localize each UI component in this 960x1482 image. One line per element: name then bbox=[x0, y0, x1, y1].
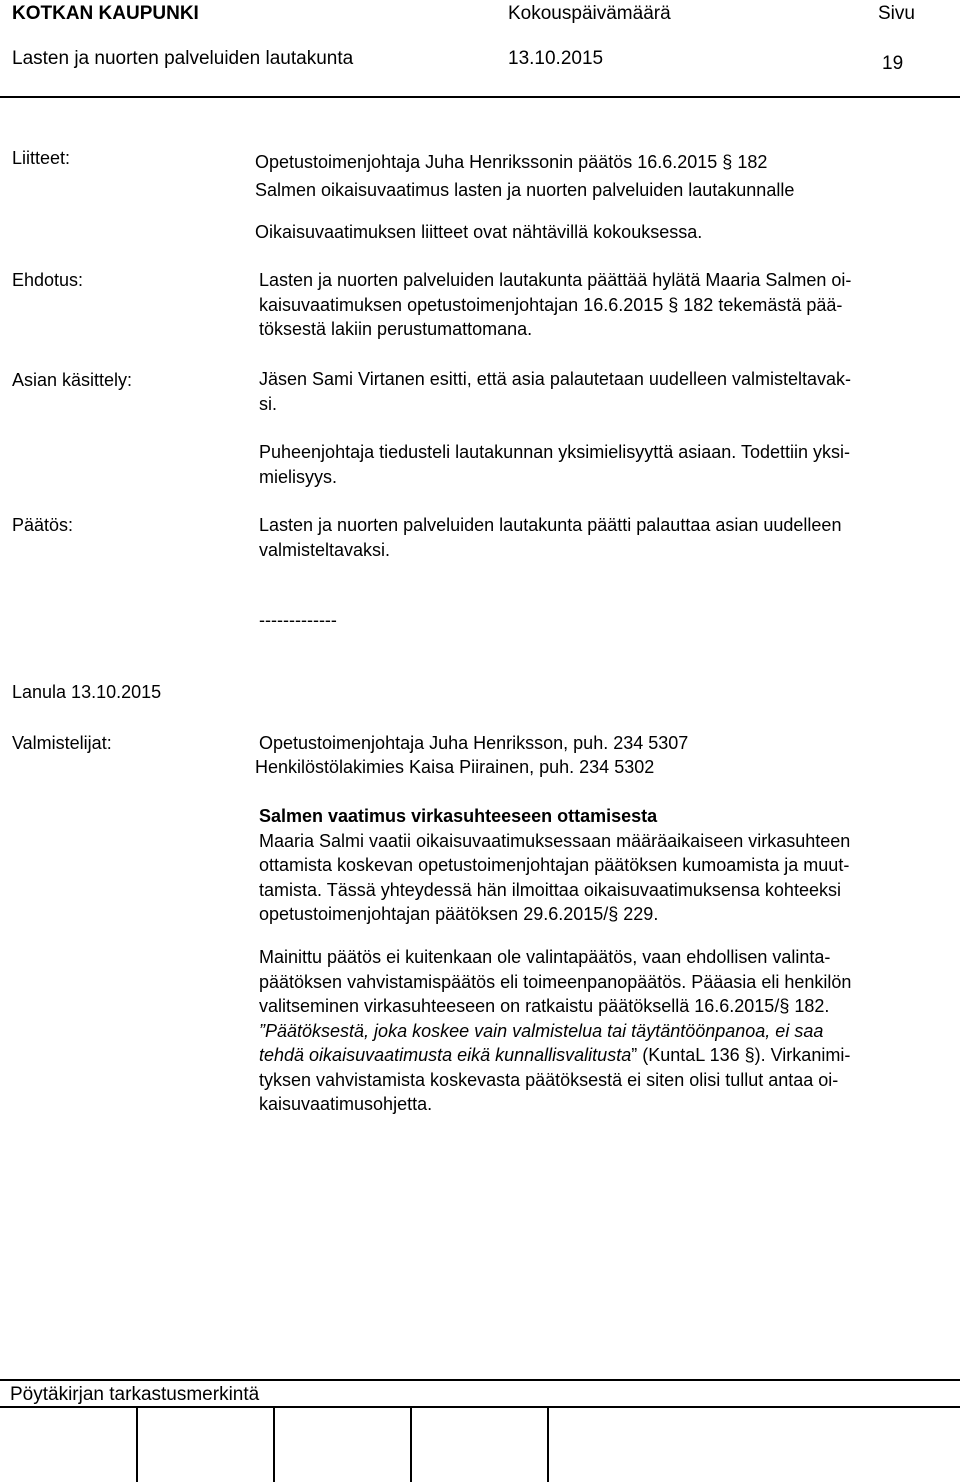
place-date: Lanula 13.10.2015 bbox=[12, 682, 162, 702]
text-line: mielisyys. bbox=[259, 466, 338, 487]
quote-line-2 bbox=[259, 1043, 959, 1068]
section-heading: Salmen vaatimus virkasuhteeseen ottamisesta bbox=[259, 806, 658, 826]
preparers-label: Valmistelijat: bbox=[12, 733, 112, 753]
text-line: Mainittu päätös ei kuitenkaan ole valintapäätös, vaan ehdollisen valinta- bbox=[259, 947, 831, 967]
section-para-2 bbox=[259, 945, 959, 1117]
handling-para-2 bbox=[259, 440, 959, 489]
text-line: tyksen vahvistamista koskevasta päätöksestä ei siten olisi tullut antaa oi- bbox=[259, 1069, 839, 1090]
text-line: tamista. Tässä yhteydessä hän ilmoittaa oikaisuvaatimuksensa kohteeksi bbox=[259, 879, 841, 900]
attachment-item: Salmen oikaisuvaatimus lasten ja nuorten palveluiden lautakunnalle bbox=[255, 180, 795, 200]
meeting-date: 13.10.2015 bbox=[508, 48, 604, 69]
quote-italic: tehdä oikaisuvaatimusta eikä kunnallisvalitusta bbox=[259, 1045, 632, 1065]
decision-text bbox=[259, 513, 959, 562]
attachments-note: Oikaisuvaatimuksen liitteet ovat nähtävillä kokouksessa. bbox=[255, 222, 703, 242]
decision-label: Päätös: bbox=[12, 515, 74, 535]
signature-box-divider bbox=[547, 1408, 549, 1482]
text-line: kaisuvaatimusohjetta. bbox=[259, 1094, 433, 1114]
proposal-text bbox=[259, 268, 959, 342]
committee-name: Lasten ja nuorten palveluiden lautakunta bbox=[12, 48, 354, 69]
preparer-2: Henkilöstölakimies Kaisa Piirainen, puh. 234 5302 bbox=[255, 757, 655, 777]
quote-rest: ” (KuntaL 136 §). Virkanimi- bbox=[631, 1045, 851, 1065]
page-number: 19 bbox=[882, 53, 904, 74]
text-line: päätöksen vahvistamispäätös eli toimeenpanopäätös. Pääasia eli henkilön bbox=[259, 971, 852, 992]
section-body bbox=[259, 804, 959, 927]
text-line: valmisteltavaksi. bbox=[259, 539, 391, 560]
footer-rule-bottom bbox=[0, 1406, 960, 1408]
quote-line: ”Päätöksestä, joka koskee vain valmistelua tai täytäntöönpanoa, ei saa bbox=[259, 1020, 824, 1041]
org-name: KOTKAN KAUPUNKI bbox=[12, 3, 199, 24]
text-line: Jäsen Sami Virtanen esitti, että asia palautetaan uudelleen valmisteltavak- bbox=[259, 369, 852, 389]
text-line: opetustoimenjohtajan päätöksen 29.6.2015/§ 229. bbox=[259, 904, 659, 924]
page-label: Sivu bbox=[878, 3, 915, 24]
meeting-date-label: Kokouspäivämäärä bbox=[508, 3, 671, 24]
text-line: kaisuvaatimuksen opetustoimenjohtajan 16.6.2015 § 182 tekemästä pää- bbox=[259, 294, 843, 315]
footer-rule-top bbox=[0, 1379, 960, 1381]
footer-label: Pöytäkirjan tarkastusmerkintä bbox=[10, 1384, 260, 1405]
header-rule bbox=[0, 96, 960, 98]
text-line: ottamista koskevan opetustoimenjohtajan päätöksen kumoamista ja muut- bbox=[259, 855, 850, 875]
separator: ------------- bbox=[259, 610, 337, 630]
preparer-1: Opetustoimenjohtaja Juha Henriksson, puh. 234 5307 bbox=[259, 733, 689, 753]
text-line: Lasten ja nuorten palveluiden lautakunta päätti palauttaa asian uudelleen bbox=[259, 515, 842, 535]
text-line: si. bbox=[259, 393, 277, 414]
text-line: valitseminen virkasuhteeseen on ratkaistu päätöksellä 16.6.2015/§ 182. bbox=[259, 996, 830, 1016]
handling-para-1 bbox=[259, 367, 959, 416]
text-line: Puheenjohtaja tiedusteli lautakunnan yksimielisyyttä asiaan. Todettiin yksi- bbox=[259, 442, 851, 462]
attachments-list bbox=[255, 148, 794, 204]
handling-label: Asian käsittely: bbox=[12, 370, 133, 390]
signature-box-divider bbox=[136, 1408, 138, 1482]
proposal-label: Ehdotus: bbox=[12, 270, 84, 290]
text-line: töksestä lakiin perustumattomana. bbox=[259, 319, 533, 339]
attachments-label: Liitteet: bbox=[12, 148, 71, 168]
text-line: Maaria Salmi vaatii oikaisuvaatimuksessaan määräaikaiseen virkasuhteen bbox=[259, 830, 851, 851]
signature-box-divider bbox=[410, 1408, 412, 1482]
signature-box-divider bbox=[273, 1408, 275, 1482]
text-line: Lasten ja nuorten palveluiden lautakunta päättää hylätä Maaria Salmen oi- bbox=[259, 270, 852, 290]
attachment-item: Opetustoimenjohtaja Juha Henrikssonin päätös 16.6.2015 § 182 bbox=[255, 152, 768, 172]
